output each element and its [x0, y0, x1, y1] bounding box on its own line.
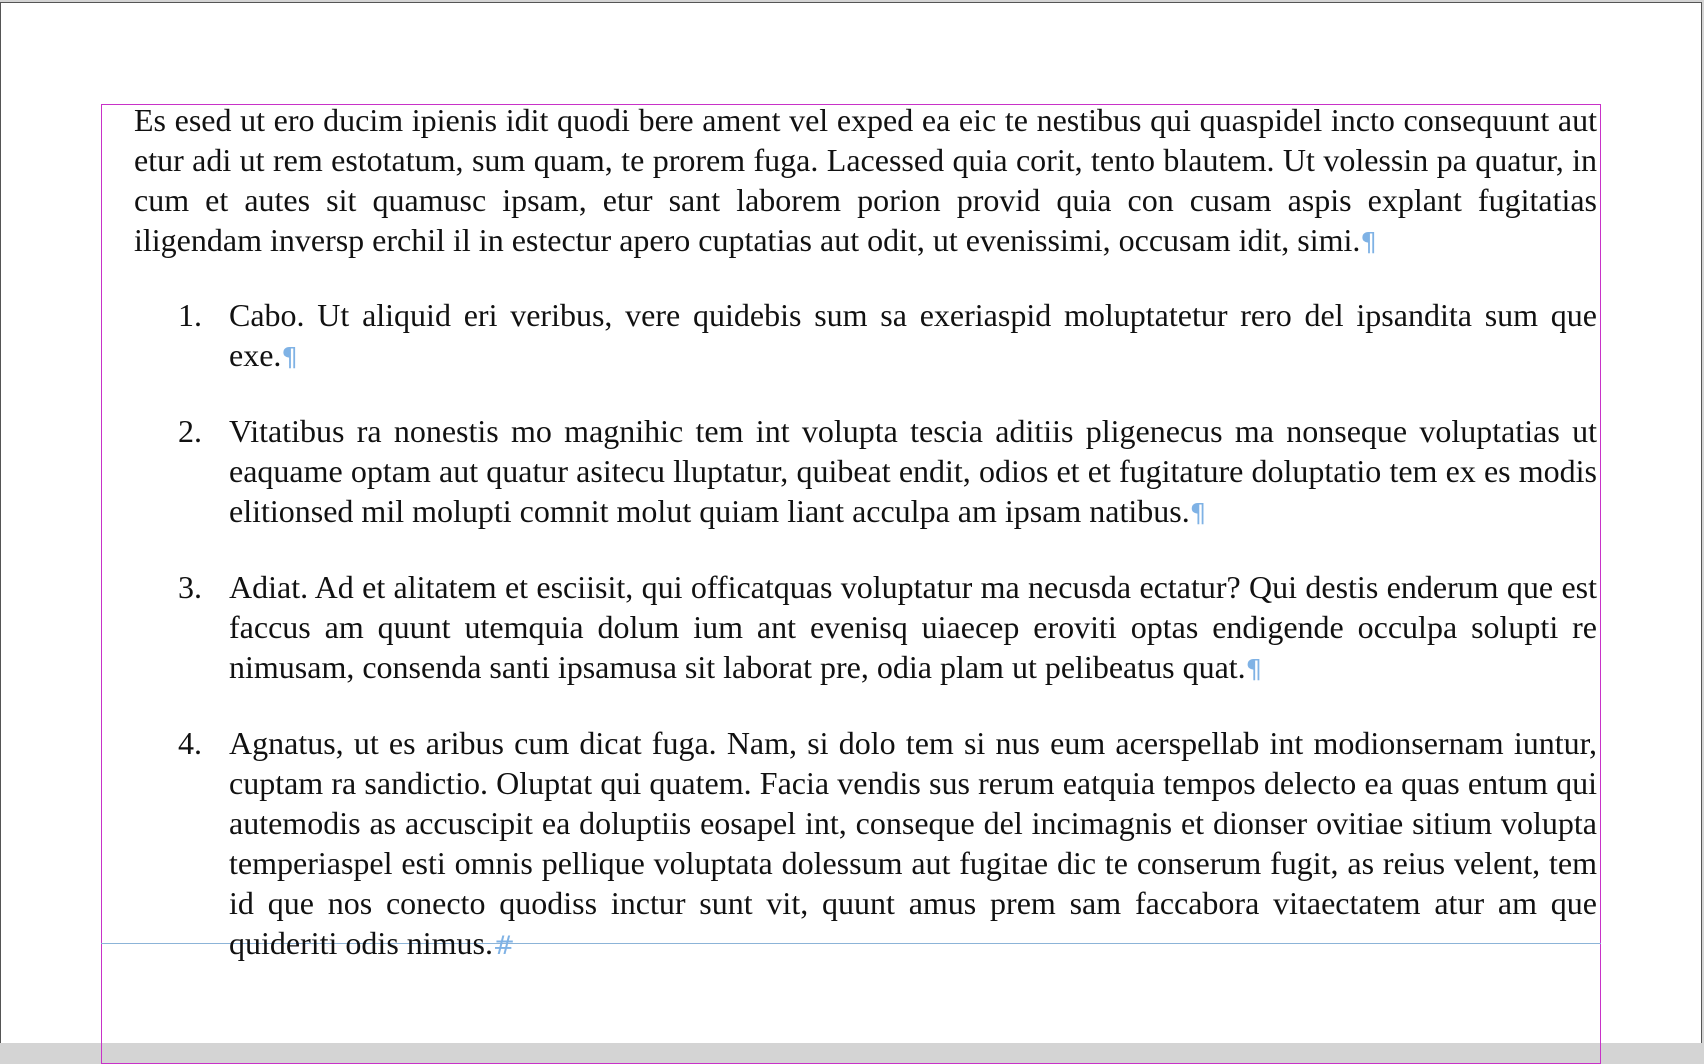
intro-paragraph[interactable] [134, 100, 1597, 263]
list-item-number: 2. [178, 413, 202, 449]
list-item[interactable] [134, 295, 1597, 378]
list-item-text: Agnatus, ut es aribus cum dicat fuga. Nam, si dolo tem si nus eum acerspellab int modionsernam iuntur, cuptam ra sandictio. Oluptat qui quatem. Facia vendis sus rerum eatquia tempos delecto ea quas entum qui autemodis as accuscipit ea doluptiis eosapel int, conseque del incimagnis et dionser ovitiae sitium volupta temperiaspel esti omnis pellique voluptata dolessum aut fugitae dic te conserum fugit, as reius velent, tem id que nos conecto quodiss inctur sunt vit, quunt amus prem sam faccabora vitaectatem atur am que quideriti odis nimus. [229, 725, 1597, 961]
list-item[interactable] [134, 411, 1597, 534]
text-frame[interactable] [134, 100, 1597, 999]
intro-paragraph-text: Es esed ut ero ducim ipienis idit quodi bere ament vel exped ea eic te nestibus qui quaspidel incto consequunt aut etur adi ut rem estotatum, sum quam, te prorem fuga. Lacessed quia corit, tento blautem. Ut volessin pa quatur, in cum et autes sit quamusc ipsam, etur sant laborem porion provid quia con cusam aspis explant fugitatias iligendam inversp erchil il in estectur apero cuptatias aut odit, ut evenissimi, occusam idit, simi. [134, 102, 1597, 258]
list-item-text-wrap [229, 411, 1597, 534]
list-item[interactable] [134, 567, 1597, 690]
list-item[interactable] [134, 723, 1597, 966]
list-item-number: 1. [178, 297, 202, 333]
list-item-text-wrap [229, 567, 1597, 690]
list-item-number: 3. [178, 569, 202, 605]
list-item-text: Vitatibus ra nonestis mo magnihic tem int volupta tescia aditiis pligenecus ma nonseque voluptatias ut eaquame optam aut quatur asitecu lluptatur, quibeat endit, odios et et fugitature doluptatio tem ex es modis elitionsed mil molupti comnit molut quiam liant acculpa am ipsam natibus. [229, 413, 1597, 529]
paragraph-mark: ¶ [1360, 228, 1377, 258]
end-of-story-mark: # [493, 931, 515, 961]
list-item-text-wrap [229, 723, 1597, 966]
paragraph-mark: ¶ [1245, 655, 1263, 685]
paragraph-mark: ¶ [281, 343, 298, 373]
list-item-text-wrap [229, 295, 1597, 378]
document-page [0, 2, 1702, 1043]
list-item-text: Cabo. Ut aliquid eri veribus, vere quidebis sum sa exeriaspid moluptatetur rero del ipsandita sum que exe. [229, 297, 1597, 373]
list-item-number: 4. [178, 725, 202, 761]
paragraph-mark: ¶ [1189, 499, 1207, 529]
list-item-text: Adiat. Ad et alitatem et esciisit, qui officatquas voluptatur ma necusda ectatur? Qui destis enderum que est faccus am quunt utemquia dolum ium ant evenisq uiaecep eroviti optas endigende occulpa solupti re nimusam, consenda santi ipsamusa sit laborat pre, odia plam ut pelibeatus quat. [229, 569, 1597, 685]
